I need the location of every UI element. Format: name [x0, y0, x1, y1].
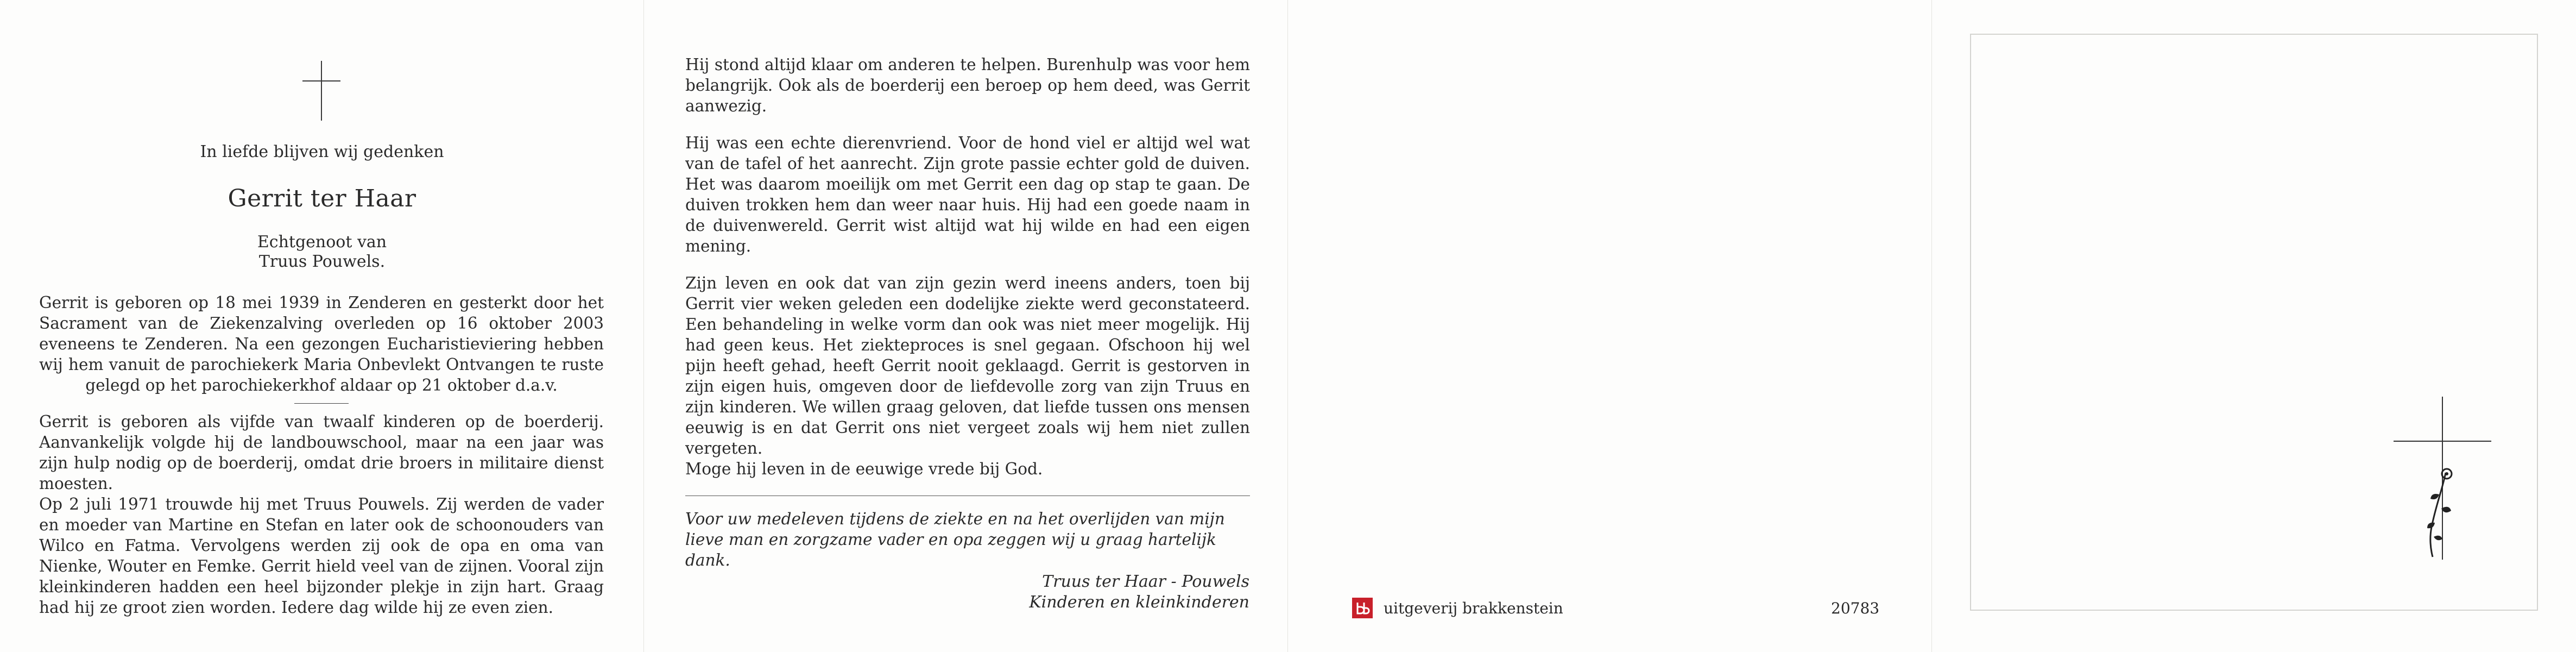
signature-block	[1029, 572, 1249, 613]
signature-family: Kinderen en kleinkinderen	[1029, 593, 1249, 612]
signature-name: Truus ter Haar - Pouwels	[1042, 572, 1249, 591]
deceased-name: Gerrit ter Haar	[228, 185, 416, 212]
card-panel-front-left	[0, 0, 644, 652]
thanks-text: Voor uw medeleven tijdens de ziekte en na het overlijden van mijn lieve man en zorgzame vader en opa zeggen wij u graag hartelijk dank.	[685, 510, 1225, 569]
cross-icon	[302, 61, 340, 121]
intro-line: In liefde blijven wij gedenken	[200, 142, 444, 161]
illness-paragraph: Zijn leven en ook dat van zijn gezin werd ineens anders, toen bij Gerrit vier weken geleden een dodelijke ziekte werd geconstateerd. Een behandeling in welke vorm dan ook was niet meer mogelijk. Hij had geen keus. Het ziekteproces is snel gegaan. Ofschoon hij wel pijn heeft gehad, heeft Gerrit nooit geklaagd. Gerrit is gestorven in zijn eigen huis, omgeven door de liefdevolle zorg van zijn Truus en zijn kinderen. We willen graag geloven, dat liefde tussen ons mensen eeuwig is en dat Gerrit ons niet vergeet zoals wij hem niet zullen vergeten.	[685, 274, 1250, 457]
youth-paragraph: Gerrit is geboren als vijfde van twaalf kinderen op de boerderij. Aanvankelijk volgde hij de landbouwschool, maar na een jaar was zijn hulp nodig op de boerderij, omdat drie broers in militaire dienst moesten.	[39, 412, 604, 493]
card-panel-back	[1288, 0, 1932, 652]
biography-part-2	[685, 54, 1250, 496]
publisher-logo-icon	[1352, 598, 1373, 618]
card-number: 20783	[1831, 599, 1880, 617]
birth-death-paragraph: Gerrit is geboren op 18 mei 1939 in Zenderen en gesterkt door het Sacrament van de Ziekenzalving overleden op 16 oktober 2003 eveneens te Zenderen. Na een gezongen Eucharistieviering hebben wij hem vanuit de parochiekerk Maria Onbevlekt Ontvangen te ruste gelegd op het parochiekerkhof aldaar op 21 oktober d.a.v.	[39, 293, 604, 394]
cross-with-rose-icon	[2394, 397, 2491, 560]
prayer-line: Moge hij leven in de eeuwige vrede bij God.	[685, 460, 1043, 478]
card-panel-cover	[1932, 0, 2576, 652]
divider	[294, 403, 349, 404]
helpfulness-paragraph: Hij stond altijd klaar om anderen te helpen. Burenhulp was voor hem belangrijk. Ook als de boerderij een beroep op hem deed, was Gerrit aanwezig.	[685, 55, 1250, 115]
card-panel-front-right	[644, 0, 1288, 652]
spouse-name: Truus Pouwels.	[258, 252, 386, 271]
biography-part-1	[39, 292, 604, 618]
animals-paragraph: Hij was een echte dierenvriend. Voor de hond viel er altijd wel wat van de tafel of het aanrecht. Zijn grote passie echter gold de duiven. Het was daarom moeilijk om met Gerrit een dag op stap te gaan. De duiven trokken hem dan weer naar huis. Hij had een goede naam in de duivenwereld. Gerrit wist altijd wat hij wilde en had een eigen mening.	[685, 134, 1250, 255]
publisher-name: uitgeverij brakkenstein	[1384, 599, 1563, 617]
spouse-label: Echtgenoot van	[257, 233, 387, 252]
family-paragraph: Op 2 juli 1971 trouwde hij met Truus Pouwels. Zij werden de vader en moeder van Martine en Stefan en later ook de schoonouders van Wilco en Fatma. Vervolgens werden zij ook de opa en oma van Nienke, Wouter en Femke. Gerrit hield veel van de zijnen. Vooral zijn kleinkinderen hadden een heel bijzonder plekje in zijn hart. Graag had hij ze groot zien worden. Iedere dag wilde hij ze even zien.	[39, 495, 604, 617]
